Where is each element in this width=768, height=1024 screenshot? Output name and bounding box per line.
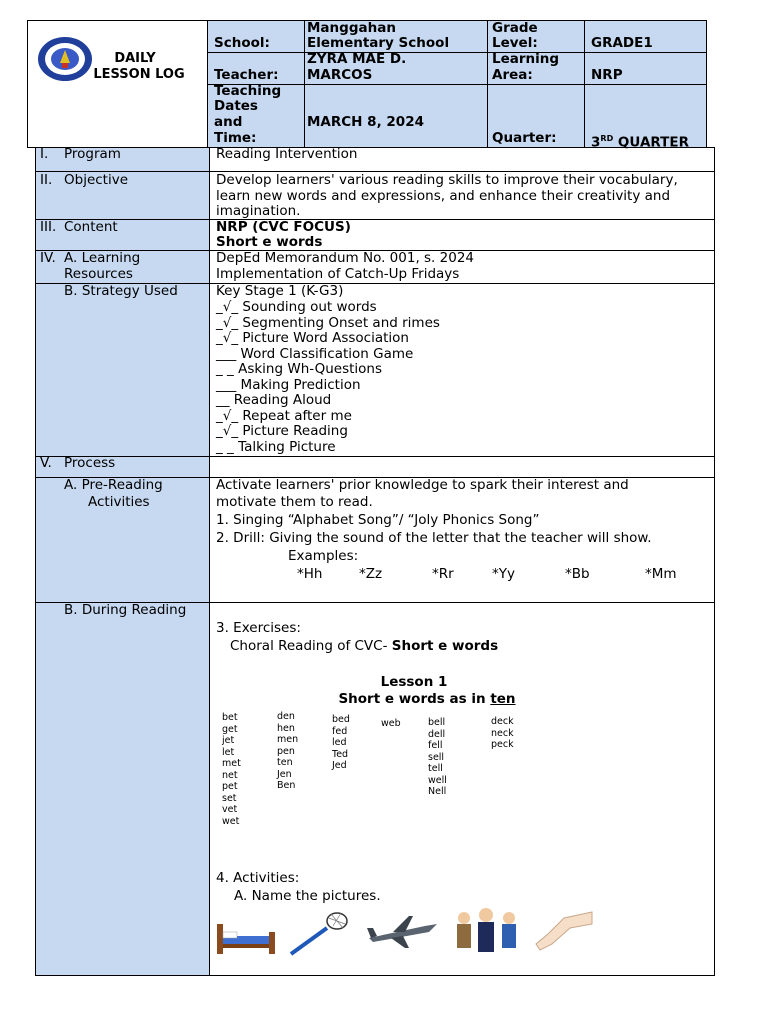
example-letter: *Yy	[492, 566, 515, 582]
title-lesson-log: LESSON LOG	[93, 67, 185, 82]
short-e-word: get	[222, 723, 238, 735]
row-divider	[35, 219, 715, 220]
strategy-item	[216, 347, 440, 363]
short-e-word: let	[222, 746, 235, 758]
short-e-word: tell	[428, 763, 443, 774]
short-e-word: jet	[222, 735, 235, 746]
resources-line-1: DepEd Memorandum No. 001, s. 2024	[216, 250, 474, 266]
strategy-item	[216, 362, 440, 378]
dates-value: MARCH 8, 2024	[307, 114, 424, 130]
quarter-label: Quarter:	[492, 130, 557, 146]
lesson-subtitle-word: ten	[490, 691, 516, 707]
short-e-word: Nell	[428, 786, 447, 797]
resources-label-2: Resources	[64, 266, 133, 282]
short-e-word: peck	[491, 739, 514, 750]
area-label-2: Area:	[492, 67, 533, 83]
strategy-text: Word Classification Game	[236, 345, 414, 362]
dates-label-2: Dates	[214, 98, 258, 114]
strategy-text: Picture Reading	[238, 423, 348, 439]
quarter-number: 3	[591, 134, 601, 151]
strategy-text: Making Prediction	[236, 376, 361, 393]
program-value: Reading Intervention	[216, 146, 358, 162]
name-pictures: A. Name the pictures.	[234, 888, 381, 904]
strategy-item	[216, 440, 440, 456]
content-line-2: Short e words	[216, 234, 323, 250]
strategy-check-mark: __	[216, 392, 230, 408]
jet-picture	[365, 912, 439, 952]
strategy-item	[216, 393, 440, 409]
strategy-list	[216, 300, 440, 455]
teacher-value: ZYRA MAE D.	[307, 51, 407, 67]
short-e-word: deck	[491, 716, 514, 727]
strategy-heading: Key Stage 1 (K-G3)	[216, 283, 344, 299]
strategy-item	[216, 300, 440, 316]
short-e-word: pen	[277, 745, 295, 757]
short-e-word: Ted	[332, 748, 349, 760]
short-e-word: ten	[277, 757, 293, 768]
strategy-check-mark: _√_	[216, 330, 239, 346]
short-e-word: bell	[428, 717, 446, 728]
strategy-item	[216, 424, 440, 440]
choral-prefix: Choral Reading of CVC-	[230, 638, 392, 654]
lesson-subtitle	[300, 692, 554, 708]
strategy-check-mark: _√_	[216, 299, 239, 315]
example-letter: *Zz	[359, 566, 383, 582]
process-label: Process	[64, 455, 116, 471]
activities-heading: 4. Activities:	[216, 870, 300, 886]
title-daily: DAILY	[114, 51, 156, 66]
content-num: III.	[40, 219, 57, 235]
quarter-suffix: RD	[600, 134, 614, 143]
strategy-check-mark: _√_	[216, 407, 239, 424]
area-value: NRP	[591, 67, 623, 83]
dates-label-4: Time:	[214, 130, 257, 146]
short-e-word: sell	[428, 751, 445, 763]
objective-line-2: learn new words and expressions, and enhance their creativity and	[216, 188, 671, 204]
strategy-text: Segmenting Onset and rimes	[238, 314, 440, 331]
resources-line-2: Implementation of Catch-Up Fridays	[216, 266, 460, 282]
short-e-word: bed	[332, 714, 350, 725]
row-divider	[35, 456, 715, 457]
grade-label-2: Level:	[492, 35, 538, 51]
process-num: V.	[40, 455, 52, 471]
short-e-word: set	[222, 792, 237, 804]
program-num: I.	[40, 146, 49, 162]
strategy-item	[216, 331, 440, 347]
during-reading-label: B. During Reading	[64, 602, 187, 618]
short-e-word: vet	[222, 804, 238, 815]
lesson-subtitle-prefix: Short e words as in	[338, 691, 491, 707]
strategy-check-mark: _√_	[216, 423, 239, 439]
strategy-label: B. Strategy Used	[64, 283, 178, 299]
pre-reading-label-2: Activities	[88, 494, 150, 510]
school-value: Manggahan	[307, 20, 396, 36]
short-e-word: wet	[222, 815, 240, 827]
short-e-word: Jed	[332, 760, 347, 771]
lesson-title: Lesson 1	[380, 674, 448, 690]
content-label: Content	[64, 219, 118, 235]
header-divider	[207, 52, 707, 53]
short-e-word: neck	[491, 727, 514, 739]
objective-line-1: Develop learners' various reading skills to improve their vocabulary,	[216, 172, 678, 188]
strategy-text: Talking Picture	[233, 438, 336, 455]
strategy-item	[216, 378, 440, 394]
pre-line-1: Activate learners' prior knowledge to spark their interest and	[216, 477, 629, 493]
short-e-word: web	[381, 718, 401, 729]
strategy-check-mark: _ _	[216, 361, 234, 377]
school-value-2: Elementary School	[307, 35, 450, 51]
program-label: Program	[64, 146, 121, 162]
example-letter: *Bb	[565, 566, 590, 582]
teacher-label: Teacher:	[214, 67, 279, 83]
word-column	[381, 718, 401, 730]
strategy-text: Repeat after me	[238, 407, 352, 424]
pre-examples: Examples:	[288, 548, 359, 564]
example-letter: *Rr	[432, 566, 454, 582]
short-e-word: bet	[222, 712, 238, 723]
short-e-word: led	[332, 737, 347, 748]
choral-reading	[230, 639, 498, 655]
pre-line-2: motivate them to read.	[216, 494, 373, 510]
strategy-text: Asking Wh-Questions	[233, 361, 383, 377]
strategy-text: Picture Word Association	[238, 330, 409, 346]
dates-label-3: and	[214, 114, 243, 130]
grade-label: Grade	[492, 20, 538, 36]
short-e-word: pet	[222, 781, 238, 792]
short-e-word: Jen	[277, 768, 292, 780]
grade-value: GRADE1	[591, 35, 653, 51]
bed-picture	[215, 918, 277, 956]
area-label: Learning	[492, 51, 560, 67]
strategy-item	[216, 316, 440, 332]
teacher-value-2: MARCOS	[307, 67, 373, 83]
leg-picture	[534, 910, 596, 956]
word-column	[332, 714, 350, 772]
example-letter: *Mm	[645, 566, 677, 582]
strategy-item	[216, 409, 440, 425]
short-e-word: hen	[277, 722, 295, 734]
resources-num: IV.	[40, 250, 56, 266]
word-column	[491, 716, 514, 751]
objective-label: Objective	[64, 172, 129, 188]
strategy-check-mark: ___	[216, 345, 237, 362]
word-column	[277, 711, 298, 792]
column-divider	[209, 147, 210, 976]
strategy-check-mark: _√_	[216, 314, 239, 331]
strategy-text: Reading Aloud	[229, 392, 332, 408]
pre-line-4: 2. Drill: Giving the sound of the letter that the teacher will show.	[216, 530, 652, 546]
short-e-word: met	[222, 758, 241, 769]
net-picture	[287, 910, 351, 958]
word-column	[428, 717, 447, 798]
strategy-text: Sounding out words	[238, 299, 377, 315]
choral-bold: Short e words	[391, 638, 499, 654]
content-line-1: NRP (CVC FOCUS)	[216, 219, 351, 235]
resources-label: A. Learning	[64, 250, 141, 266]
short-e-word: dell	[428, 728, 446, 740]
header-divider	[207, 84, 707, 85]
objective-line-3: imagination.	[216, 203, 301, 219]
objective-num: II.	[40, 172, 53, 188]
short-e-word: den	[277, 711, 295, 722]
example-letter: *Hh	[297, 566, 323, 582]
exercises-heading: 3. Exercises:	[216, 620, 301, 636]
short-e-word: fed	[332, 725, 348, 737]
short-e-word: well	[428, 774, 447, 786]
short-e-word: net	[222, 769, 238, 781]
word-column	[222, 712, 241, 827]
short-e-word: fell	[428, 740, 443, 751]
quarter-word: QUARTER	[613, 134, 690, 151]
pre-reading-label: A. Pre-Reading	[64, 477, 163, 493]
school-label: School:	[214, 35, 270, 51]
short-e-word: Ben	[277, 780, 296, 791]
dates-label: Teaching	[214, 83, 282, 99]
strategy-check-mark: _ _	[216, 438, 234, 455]
men-picture	[452, 908, 522, 956]
strategy-check-mark: ___	[216, 376, 237, 393]
short-e-word: men	[277, 734, 299, 745]
pre-line-3: 1. Singing “Alphabet Song”/ “Joly Phonics Song”	[216, 512, 540, 528]
